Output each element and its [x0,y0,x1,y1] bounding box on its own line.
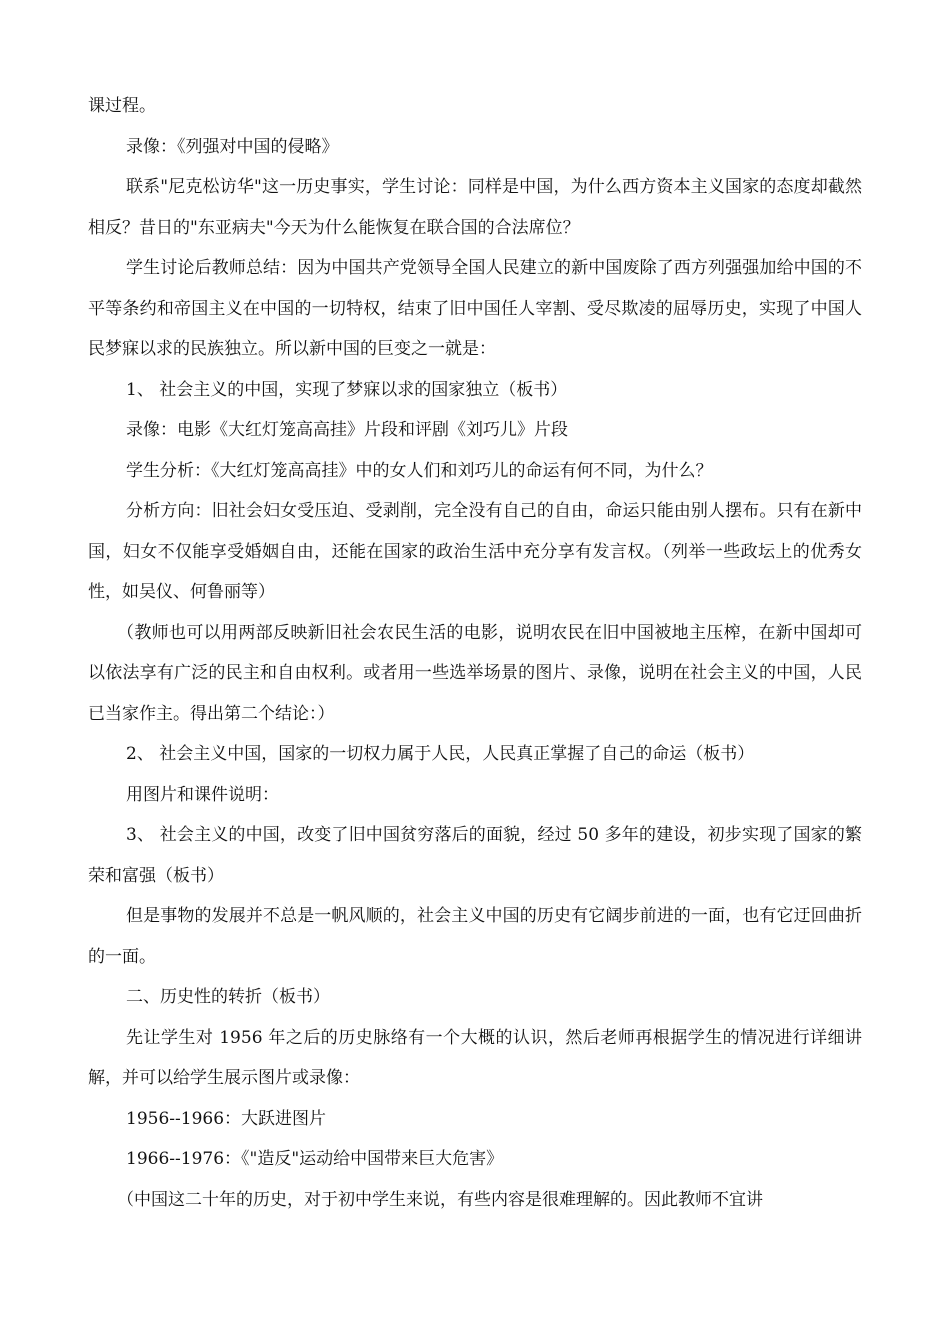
numbered-paragraph: 3、 社会主义的中国，改变了旧中国贫穷落后的面貌，经过 50 多年的建设，初步实现了国家的繁荣和富强（板书） [88,825,862,886]
paragraph: （教师也可以用两部反映新旧社会农民生活的电影，说明农民在旧中国被地主压榨，在新中国却可以依法享有广泛的民主和自由权利。或者用一些选举场景的图片、录像，说明在社会主义的中国，人民已当家作主。得出第二个结论：） [88,622,862,724]
paragraph: 学生讨论后教师总结：因为中国共产党领导全国人民建立的新中国废除了西方列强强加给中国的不平等条约和帝国主义在中国的一切特权，结束了旧中国任人宰割、受尽欺凌的屈辱历史，实现了中国人民梦寐以求的民族独立。所以新中国的巨变之一就是： [88,258,862,359]
timeline-item: 1956--1966：大跃进图片 [126,1108,327,1129]
paragraph: 联系"尼克松访华"这一历史事实，学生讨论：同样是中国，为什么西方资本主义国家的态度却截然相反？昔日的"东亚病夫"今天为什么能恢复在联合国的合法席位？ [88,177,862,238]
paragraph: 录像：《列强对中国的侵略》 [126,136,339,157]
paragraph: 学生分析：《大红灯笼高高挂》中的女人们和刘巧儿的命运有何不同，为什么？ [126,460,713,481]
section-heading: 二、历史性的转折（板书） [126,987,330,1007]
document-body [88,86,862,1220]
paragraph: 但是事物的发展并不总是一帆风顺的，社会主义中国的历史有它阔步前进的一面，也有它迂回曲折的一面。 [88,906,862,967]
paragraph: 先让学生对 1956 年之后的历史脉络有一个大概的认识，然后老师再根据学生的情况进行详细讲解，并可以给学生展示图片或录像： [88,1027,862,1088]
paragraph: 用图片和课件说明： [126,784,279,805]
paragraph: 课过程。 [88,96,156,116]
timeline-item: 1966--1976：《"造反"运动给中国带来巨大危害》 [126,1149,504,1169]
numbered-paragraph: 2、 社会主义中国，国家的一切权力属于人民，人民真正掌握了自己的命运（板书） [126,744,755,764]
paragraph: 分析方向：旧社会妇女受压迫、受剥削，完全没有自己的自由，命运只能由别人摆布。只有在新中国，妇女不仅能享受婚姻自由，还能在国家的政治生活中充分享有发言权。（列举一些政坛上的优秀女性，如吴仪、何鲁丽等） [88,501,862,602]
numbered-paragraph: 1、 社会主义的中国，实现了梦寐以求的国家独立（板书） [126,379,568,400]
paragraph: （中国这二十年的历史，对于初中学生来说，有些内容是很难理解的。因此教师不宜讲 [117,1189,763,1210]
paragraph: 录像：电影《大红灯笼高高挂》片段和评剧《刘巧儿》片段 [126,420,568,440]
